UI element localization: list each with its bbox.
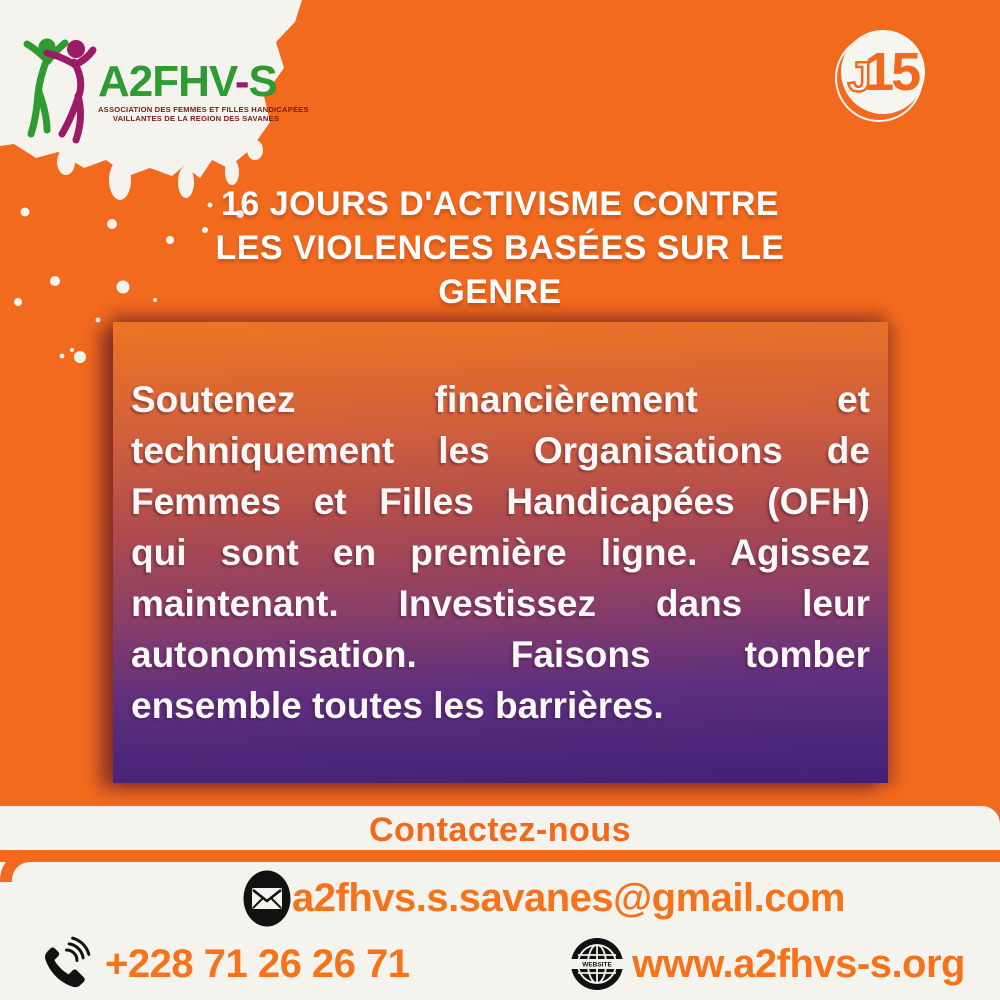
phone-icon [35, 936, 91, 992]
campaign-title [190, 182, 810, 314]
phone-number: +228 71 26 26 71 [105, 941, 410, 986]
badge-letter: J [847, 53, 872, 100]
logo-acronym: A2FHV-S [98, 57, 277, 106]
globe-icon [570, 937, 624, 991]
badge-number: 15 [864, 42, 919, 102]
contact-section [0, 806, 1000, 1000]
contact-heading: Contactez-nous [369, 811, 631, 849]
day-badge [841, 30, 925, 114]
message-line: ensemble toutes les barrières. [131, 685, 664, 726]
envelope-icon [243, 870, 291, 927]
org-logo [18, 28, 309, 146]
message-line: maintenant. Investissez dans leur [131, 583, 870, 624]
email-address: a2fhvs.s.savanes@gmail.com [292, 876, 845, 920]
website-group [570, 937, 965, 991]
title-line: GENRE [438, 273, 562, 311]
message-line: autonomisation. Faisons tomber [131, 634, 870, 675]
message-line: techniquement les Organisations de [131, 430, 870, 471]
dancing-figures-icon [18, 34, 104, 146]
message-box [113, 322, 888, 783]
message-line: qui sont en première ligne. Agissez [131, 532, 870, 573]
divider-bar [0, 850, 1000, 862]
logo-hyphen: - [234, 57, 249, 106]
title-line: LES VIOLENCES BASÉES SUR LE [215, 229, 785, 267]
phone-group [35, 936, 410, 992]
title-line: 16 JOURS D'ACTIVISME CONTRE [220, 185, 780, 223]
email-row [44, 870, 1000, 927]
globe-label: WEBSITE [582, 961, 612, 969]
message-line: Soutenez financièrement et [131, 379, 870, 420]
logo-subtitle-line2: VAILLANTES DE LA REGION DES SAVANES [112, 113, 280, 123]
phone-website-row [35, 936, 965, 992]
website-url: www.a2fhvs-s.org [632, 941, 965, 986]
message-line: Femmes et Filles Handicapées (OFH) [131, 481, 870, 522]
logo-subtitle-line1: ASSOCIATION DES FEMMES ET FILLES HANDICAPÉES [98, 105, 309, 114]
